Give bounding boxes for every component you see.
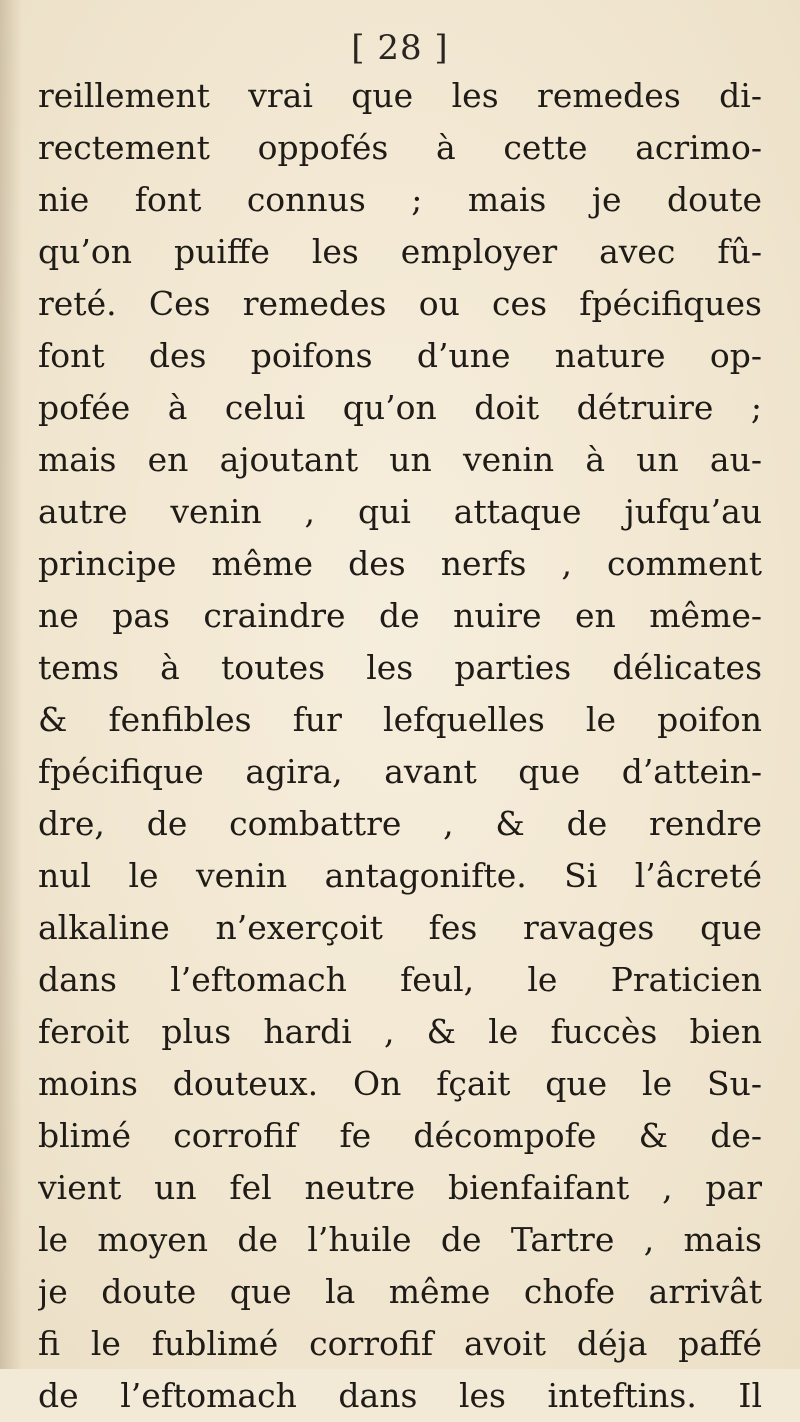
text-line: reté. Ces remedes ou ces fpécifiques <box>38 284 762 323</box>
text-line: fpécifique agira, avant que d’attein- <box>38 752 762 791</box>
text-line: qu’on puiffe les employer avec fû- <box>38 232 762 271</box>
text-line: vient un fel neutre bienfaifant , par <box>38 1168 762 1207</box>
gutter-shadow <box>0 0 22 1369</box>
text-line: dre, de combattre , & de rendre <box>38 804 762 843</box>
text-line: principe même des nerfs , comment <box>38 544 762 583</box>
text-line: fi le fublimé corrofif avoit déja paffé <box>38 1324 762 1363</box>
text-line: nul le venin antagonifte. Si l’âcreté <box>38 856 762 895</box>
text-line: nie font connus ; mais je doute <box>38 180 762 219</box>
text-line: je doute que la même chofe arrivât <box>38 1272 762 1311</box>
text-line: le moyen de l’huile de Tartre , mais <box>38 1220 762 1259</box>
text-line: ne pas craindre de nuire en même- <box>38 596 762 635</box>
text-line: feroit plus hardi , & le fuccès bien <box>38 1012 762 1051</box>
text-line: font des poifons d’une nature op- <box>38 336 762 375</box>
text-line: autre venin , qui attaque jufqu’au <box>38 492 762 531</box>
text-line: rectement oppofés à cette acrimo- <box>38 128 762 167</box>
page-number: [ 28 ] <box>351 28 449 68</box>
text-line: alkaline n’exerçoit fes ravages que <box>38 908 762 947</box>
text-line: & fenfibles fur lefquelles le poifon <box>38 700 762 739</box>
text-line: tems à toutes les parties délicates <box>38 648 762 687</box>
text-line: pofée à celui qu’on doit détruire ; <box>38 388 762 427</box>
text-line: de l’eftomach dans les inteftins. Il <box>38 1376 762 1415</box>
text-line: dans l’eftomach feul, le Praticien <box>38 960 762 999</box>
text-line: moins douteux. On fçait que le Su- <box>38 1064 762 1103</box>
text-line: blimé corrofif fe décompofe & de- <box>38 1116 762 1155</box>
text-line: reillement vrai que les remedes di- <box>38 76 762 115</box>
body-text <box>38 70 762 1422</box>
text-line: mais en ajoutant un venin à un au- <box>38 440 762 479</box>
